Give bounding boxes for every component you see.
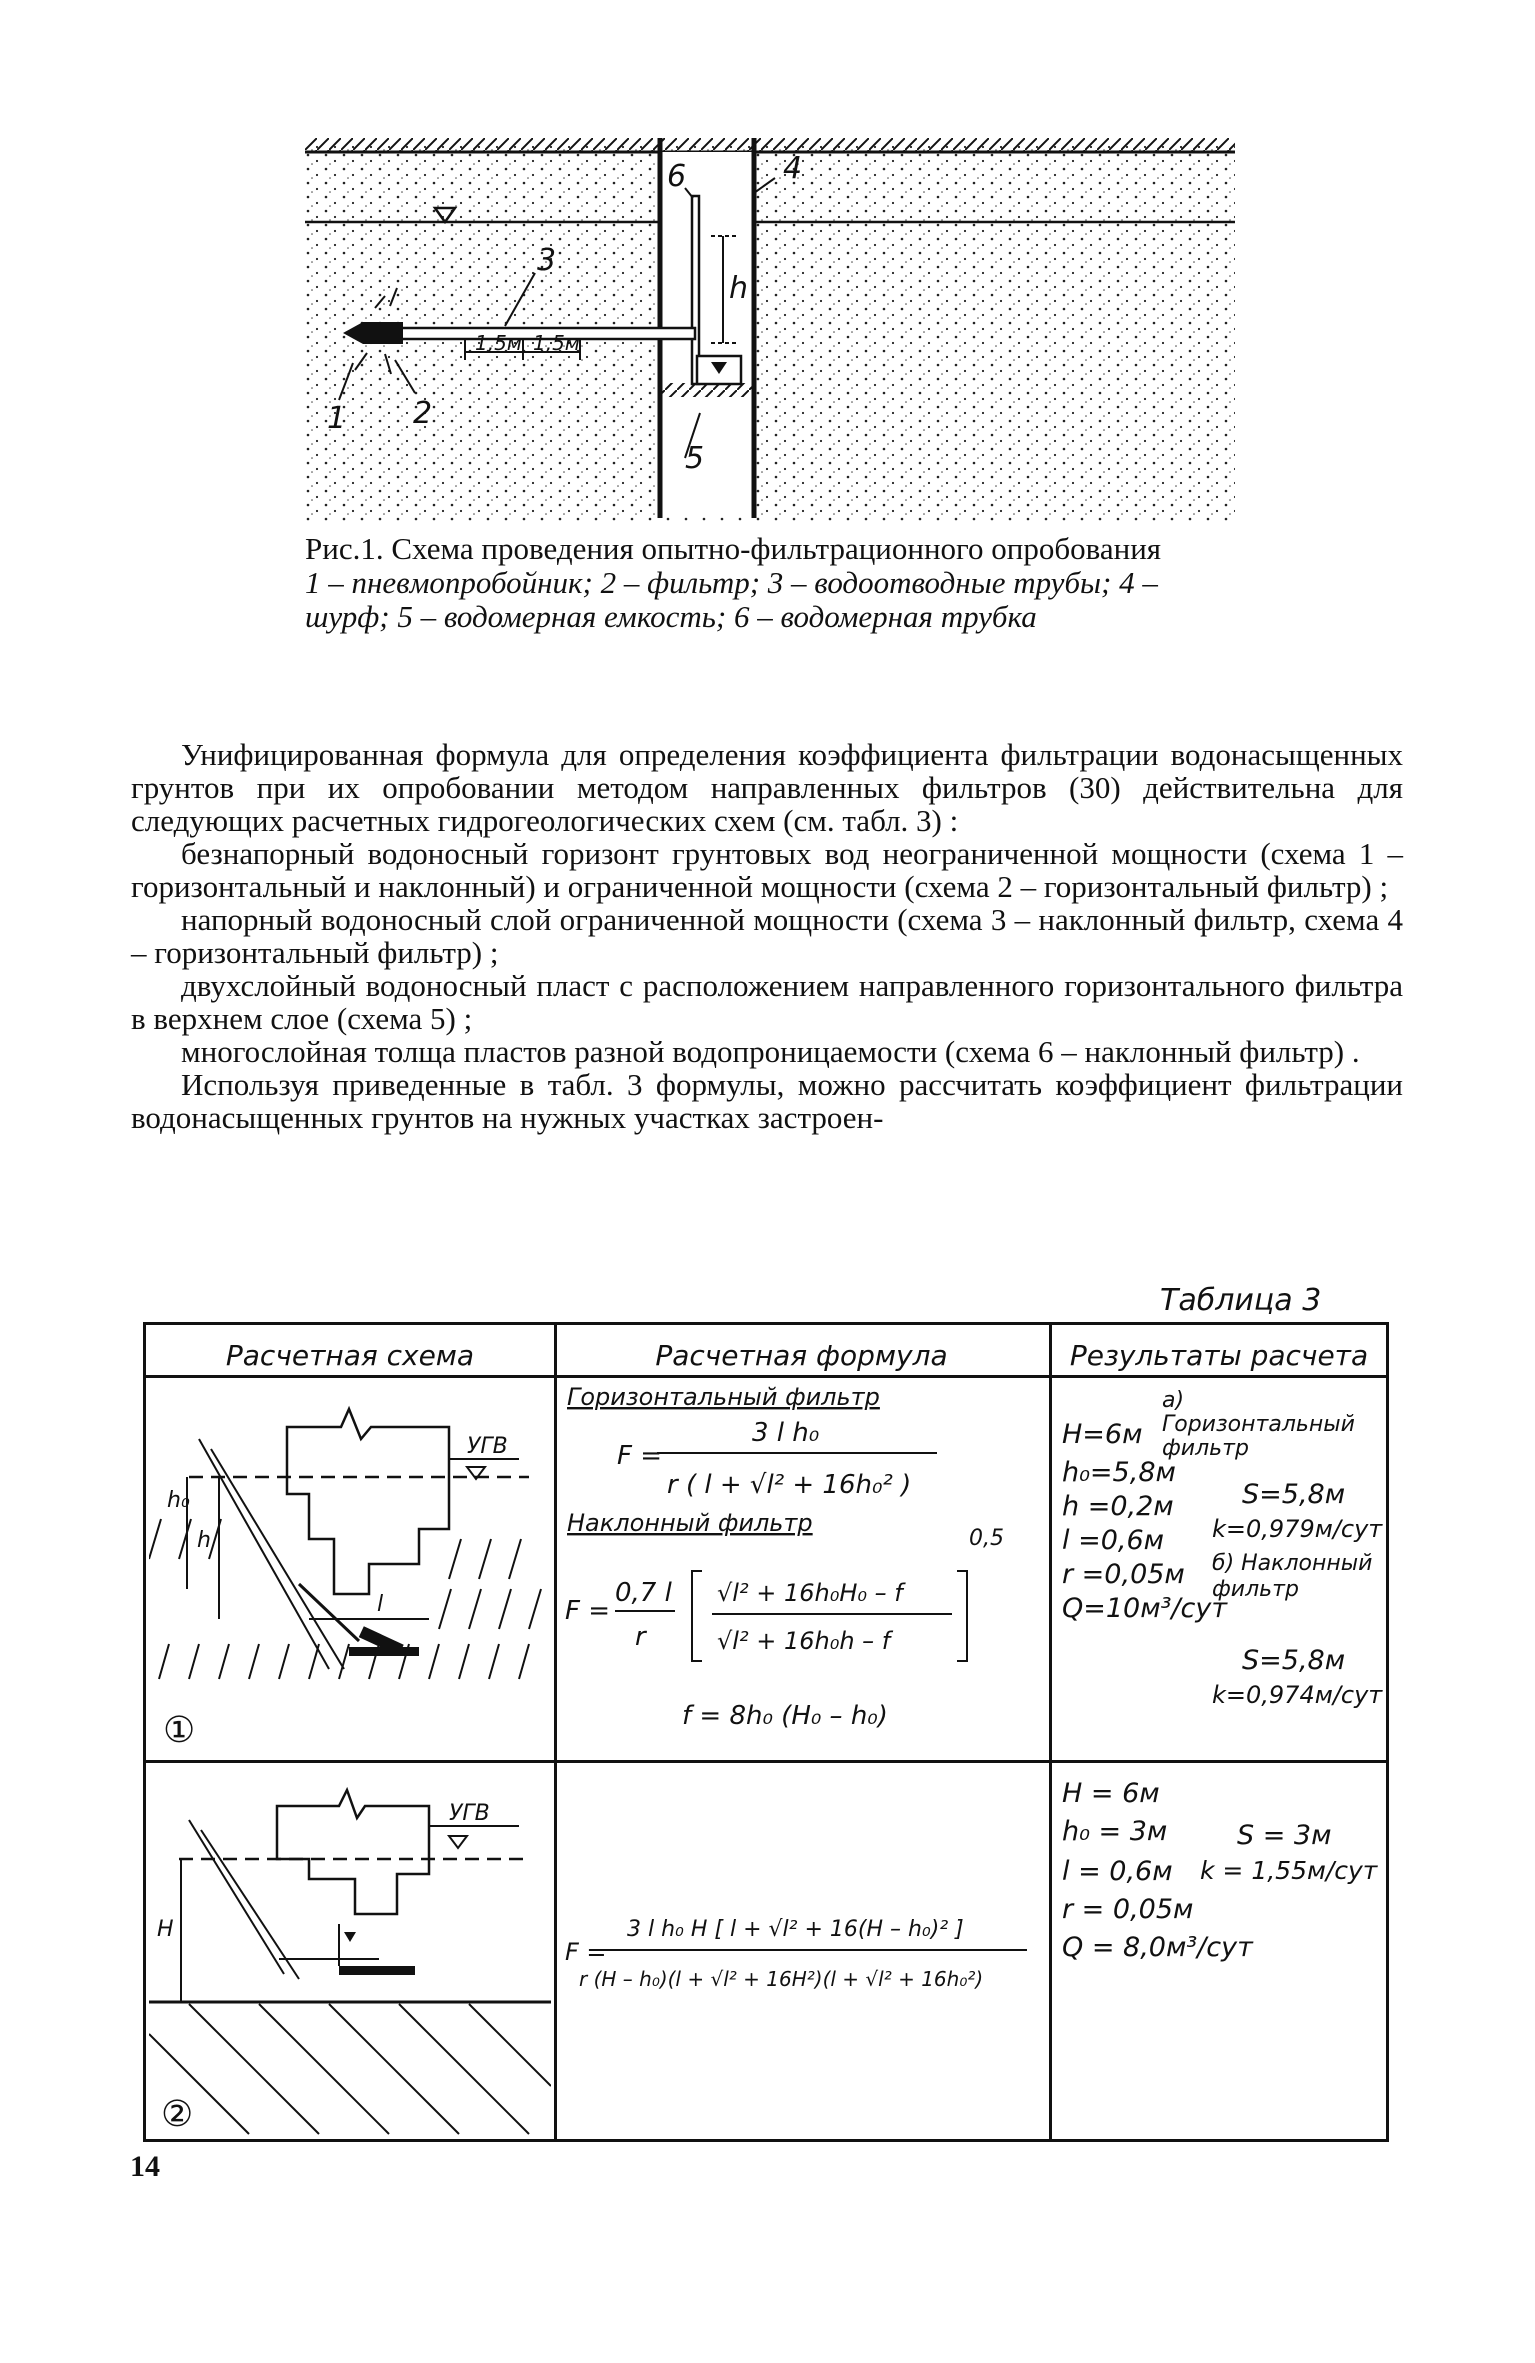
figure-caption-legend: 1 – пневмопробойник; 2 – фильтр; 3 – водоотводные трубы; 4 – шурф; 5 – водомерная емкость; 6 – водомерная трубка	[305, 565, 1158, 634]
result-2-H: H = 6м	[1062, 1778, 1160, 1809]
result-1-k1: k=0,979м/сут	[1212, 1515, 1383, 1543]
inclined-coef-numerator: 0,7 l	[615, 1578, 672, 1608]
horizontal-filter-numerator: 3 l h₀	[752, 1418, 820, 1448]
scheme-2-formula	[557, 1764, 1047, 2140]
figure-1-drawing	[305, 138, 1235, 523]
inclined-filter-numerator: √l² + 16h₀H₀ – f	[717, 1579, 903, 1607]
scheme-2-formula-lhs: F =	[565, 1938, 607, 1966]
result-1-H: H=6м	[1062, 1419, 1143, 1450]
scheme-1-ugv-label: УГВ	[467, 1434, 508, 1459]
inclined-filter-title: Наклонный фильтр	[567, 1509, 813, 1537]
scheme-2-sketch	[149, 1764, 551, 2140]
result-2-h0: h₀ = 3м	[1062, 1816, 1168, 1847]
result-1-h: h =0,2м	[1062, 1491, 1174, 1522]
result-1-k2: k=0,974м/сут	[1212, 1681, 1383, 1709]
result-1-r: r =0,05м	[1062, 1559, 1185, 1590]
figure-label-h: h	[729, 271, 749, 306]
figure-caption	[305, 532, 1235, 634]
table-caption: Таблица 3	[1160, 1283, 1322, 1318]
result-1-h0: h₀=5,8м	[1062, 1457, 1176, 1488]
figure-label-3: 3	[537, 243, 557, 278]
figure-label-6: 6	[667, 159, 687, 194]
header-formula: Расчетная формула	[655, 1339, 948, 1372]
f-definition: f = 8h₀ (H₀ – h₀)	[682, 1701, 888, 1731]
body-paragraph: двухслойный водоносный пласт с расположением направленного горизонтального фильтра в верхнем слое (схема 5) ;	[131, 968, 1403, 1036]
result-2-S: S = 3м	[1237, 1820, 1332, 1851]
result-2-r: r = 0,05м	[1062, 1894, 1194, 1925]
header-divider	[146, 1375, 1386, 1378]
body-paragraph: Унифицированная формула для определения коэффициента фильтрации водонасыщенных грунтов при их опробовании методом направленных фильтров (30) действительна для следующих расчетных гидрогеологических схем (см. табл. 3) :	[131, 737, 1403, 838]
header-results: Результаты расчета	[1069, 1339, 1369, 1372]
header-scheme: Расчетная схема	[225, 1339, 475, 1372]
horizontal-filter-lhs: F =	[617, 1441, 663, 1471]
row-divider	[146, 1760, 1386, 1763]
result-2-l: l = 0,6м	[1062, 1856, 1173, 1887]
scheme-1-results	[1052, 1379, 1389, 1757]
body-paragraph: Используя приведенные в табл. 3 формулы, можно рассчитать коэффициент фильтрации водонасыщенных грунтов на нужных участках застроен-	[131, 1067, 1403, 1135]
table-3	[143, 1322, 1389, 2142]
result-2-Q: Q = 8,0м³/сут	[1062, 1932, 1253, 1963]
result-2-k: k = 1,55м/сут	[1200, 1856, 1378, 1885]
scheme-1-sketch	[149, 1379, 551, 1757]
scheme-1-h0-label: h₀	[167, 1488, 190, 1513]
body-paragraph: многослойная толща пластов разной водопроницаемости (схема 6 – наклонный фильтр) .	[181, 1034, 1360, 1069]
scheme-2-formula-denominator: r (H – h₀)(l + √l² + 16H²)(l + √l² + 16h₀²)	[579, 1967, 984, 1991]
scheme-2-formula-numerator: 3 l h₀ H [ l + √l² + 16(H – h₀)² ]	[627, 1917, 964, 1942]
body-paragraph: безнапорный водоносный горизонт грунтовых вод неограниченной мощности (схема 1 – горизонтальный и наклонный) и ограниченной мощности (схема 2 – горизонтальный фильтр) ;	[131, 836, 1403, 904]
horizontal-filter-title: Горизонтальный фильтр	[567, 1383, 880, 1411]
scheme-2-H-label: H	[157, 1917, 174, 1942]
scheme-1-h-label: h	[197, 1528, 211, 1553]
inclined-filter-lhs: F =	[565, 1596, 611, 1626]
scheme-1-l-label: l	[377, 1592, 384, 1617]
figure-label-5: 5	[685, 441, 705, 476]
figure-segment-2: 1,5м	[533, 331, 580, 355]
result-1-Q: Q=10м³/сут	[1062, 1593, 1228, 1624]
scheme-2-number: ②	[161, 2094, 194, 2135]
body-text	[131, 738, 1403, 1134]
result-1-S2: S=5,8м	[1242, 1645, 1346, 1676]
scheme-1-formula	[557, 1379, 1047, 1757]
page-number: 14	[130, 2150, 160, 2183]
scheme-2-ugv-label: УГВ	[449, 1801, 490, 1826]
result-1-a-label: а) Горизонтальный фильтр	[1162, 1388, 1355, 1461]
scheme-1-number: ①	[163, 1710, 196, 1751]
result-1-S1: S=5,8м	[1242, 1479, 1346, 1510]
inclined-filter-exponent: 0,5	[969, 1526, 1004, 1551]
figure-label-1: 1	[327, 401, 347, 436]
result-1-l: l =0,6м	[1062, 1525, 1165, 1556]
figure-label-4: 4	[783, 151, 803, 186]
inclined-filter-denominator: √l² + 16h₀h – f	[717, 1627, 891, 1655]
figure-label-2: 2	[413, 396, 433, 431]
figure-caption-title: Рис.1. Схема проведения опытно-фильтрационного опробования	[305, 531, 1162, 566]
inclined-coef-denominator: r	[635, 1622, 646, 1652]
result-1-b-label: б) Наклонный фильтр	[1212, 1551, 1373, 1602]
horizontal-filter-denominator: r ( l + √l² + 16h₀² )	[667, 1470, 912, 1500]
scheme-2-results	[1052, 1764, 1389, 2140]
body-paragraph: напорный водоносный слой ограниченной мощности (схема 3 – наклонный фильтр, схема 4 – горизонтальный фильтр) ;	[131, 902, 1403, 970]
figure-segment-1: 1,5м	[475, 331, 522, 355]
